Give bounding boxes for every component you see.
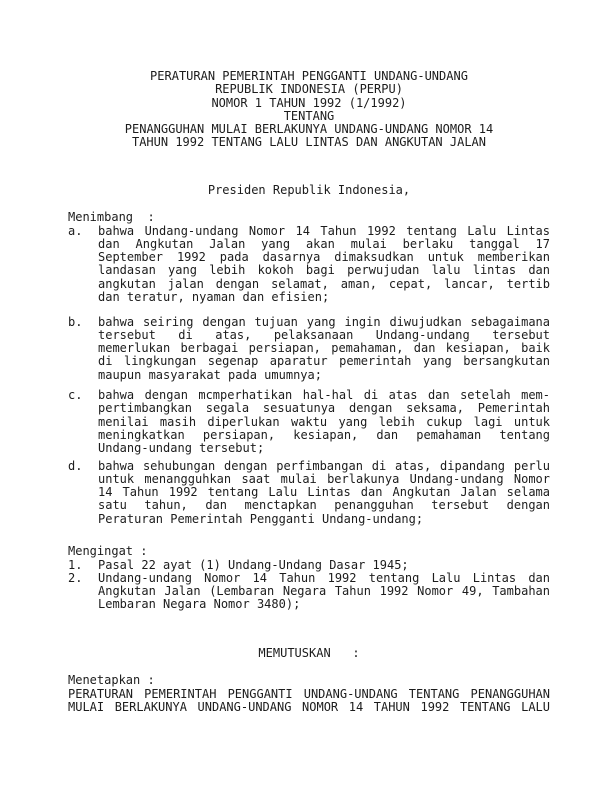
- item-line: di lingkungan segenap aparatur pemerintah yang bersangkutan: [98, 354, 550, 369]
- mengingat-item-2: [68, 572, 550, 612]
- document-content: [68, 0, 550, 792]
- menetapkan-label: Menetapkan :: [68, 672, 155, 687]
- item-line: menilai masih diperlukan waktu yang lebih cukup lagi untuk: [98, 414, 550, 429]
- item-line: bahwa Undang-undang Nomor 14 Tahun 1992 tentang Lalu Lintas: [98, 223, 550, 238]
- item-line: bahwa seiring dengan tujuan yang ingin diwujudkan sebagaimana: [98, 314, 550, 329]
- item-line: dan teratur, nyaman dan efisien;: [98, 289, 330, 304]
- salutation: Presiden Republik Indonesia,: [207, 183, 411, 197]
- mengingat-item-1: [68, 559, 550, 572]
- menimbang-item-a: [68, 225, 550, 305]
- item-text: [98, 460, 550, 526]
- item-line: September 1992 pada dasarnya dimaksudkan untuk memberikan: [98, 250, 550, 265]
- menimbang-item-b: [68, 316, 550, 382]
- menimbang-item-c: [68, 389, 550, 455]
- item-line: Angkutan Jalan (Lembaran Negara Tahun 1992 Nomor 49, Tambahan: [98, 583, 550, 598]
- item-marker: a.: [68, 223, 83, 238]
- memutuskan-heading: MEMUTUSKAN :: [258, 646, 360, 660]
- item-line: pertimbangkan segala sesuatunya dengan seksama, Pemerintah: [98, 401, 550, 416]
- item-line: dan Angkutan Jalan yang akan mulai berlaku tanggal 17: [98, 236, 550, 251]
- item-line: bahwa sehubungan dengan perfimbangan di atas, dipandang perlu: [98, 458, 550, 473]
- item-line: bahwa dengan mcmperhatikan hal-hal di atas dan setelah mem-: [98, 388, 550, 402]
- item-text: [98, 572, 550, 612]
- title-line: PERATURAN PEMERINTAH PENGGANTI UNDANG-UNDANG: [150, 69, 468, 83]
- menetapkan-line: MULAI BERLAKUNYA UNDANG-UNDANG NOMOR 14 TAHUN 1992 TENTANG LALU: [68, 699, 550, 714]
- item-marker: c.: [68, 388, 83, 402]
- item-text: [98, 316, 550, 382]
- title-line: PENANGGUHAN MULAI BERLAKUNYA UNDANG-UNDANG NOMOR 14: [124, 122, 494, 137]
- item-line: memerlukan berbagai persiapan, pemahaman, dan kesiapan, baik: [98, 341, 550, 356]
- item-line: meningkatkan persiapan, kesiapan, dan pemahaman tentang: [98, 427, 550, 442]
- item-line: maupun masyarakat pada umumnya;: [98, 367, 322, 382]
- item-line: landasan yang lebih kokoh bagi perwujudan lalu lintas dan: [98, 263, 550, 278]
- item-line: angkutan jalan dengan selamat, aman, cepat, lancar, tertib: [98, 276, 550, 291]
- title-line: REPUBLIK INDONESIA (PERPU): [215, 82, 403, 97]
- item-line: untuk menangguhkan saat mulai berlakunya Undang-undang Nomor: [98, 471, 550, 486]
- item-line: satu tahun, dan menctapkan penangguhan tersebut dengan: [98, 498, 550, 513]
- item-text: [98, 389, 550, 455]
- item-line: Undang-undang tersebut;: [98, 441, 265, 456]
- item-line: Undang-undang Nomor 14 Tahun 1992 tentang Lalu Lintas dan: [98, 570, 550, 585]
- document-title: [68, 70, 550, 150]
- item-marker: 1.: [68, 557, 83, 572]
- title-line: TENTANG: [283, 108, 335, 123]
- menimbang-item-d: [68, 460, 550, 526]
- menimbang-label: Menimbang :: [68, 210, 155, 224]
- item-line: Pasal 22 ayat (1) Undang-Undang Dasar 1945;: [98, 557, 409, 572]
- item-marker: 2.: [68, 570, 83, 585]
- mengingat-label: Mengingat :: [68, 544, 148, 558]
- item-text: [98, 559, 550, 572]
- menetapkan-line: PERATURAN PEMERINTAH PENGGANTI UNDANG-UNDANG TENTANG PENANGGUHAN: [68, 686, 550, 701]
- item-line: 14 Tahun 1992 tentang Lalu Lintas dan Angkutan Jalan selama: [98, 485, 550, 500]
- item-line: Lembaran Negara Nomor 3480);: [98, 597, 301, 612]
- item-text: [98, 225, 550, 305]
- item-line: Peraturan Pemerintah Pengganti Undang-undang;: [98, 511, 424, 526]
- item-marker: b.: [68, 314, 83, 329]
- item-marker: d.: [68, 458, 83, 473]
- item-line: tersebut di atas, pelaksanaan Undang-undang tersebut: [98, 327, 550, 342]
- menetapkan-text: [68, 688, 550, 715]
- title-line: NOMOR 1 TAHUN 1992 (1/1992): [211, 95, 407, 110]
- title-line: TAHUN 1992 TENTANG LALU LINTAS DAN ANGKUTAN JALAN: [131, 135, 486, 150]
